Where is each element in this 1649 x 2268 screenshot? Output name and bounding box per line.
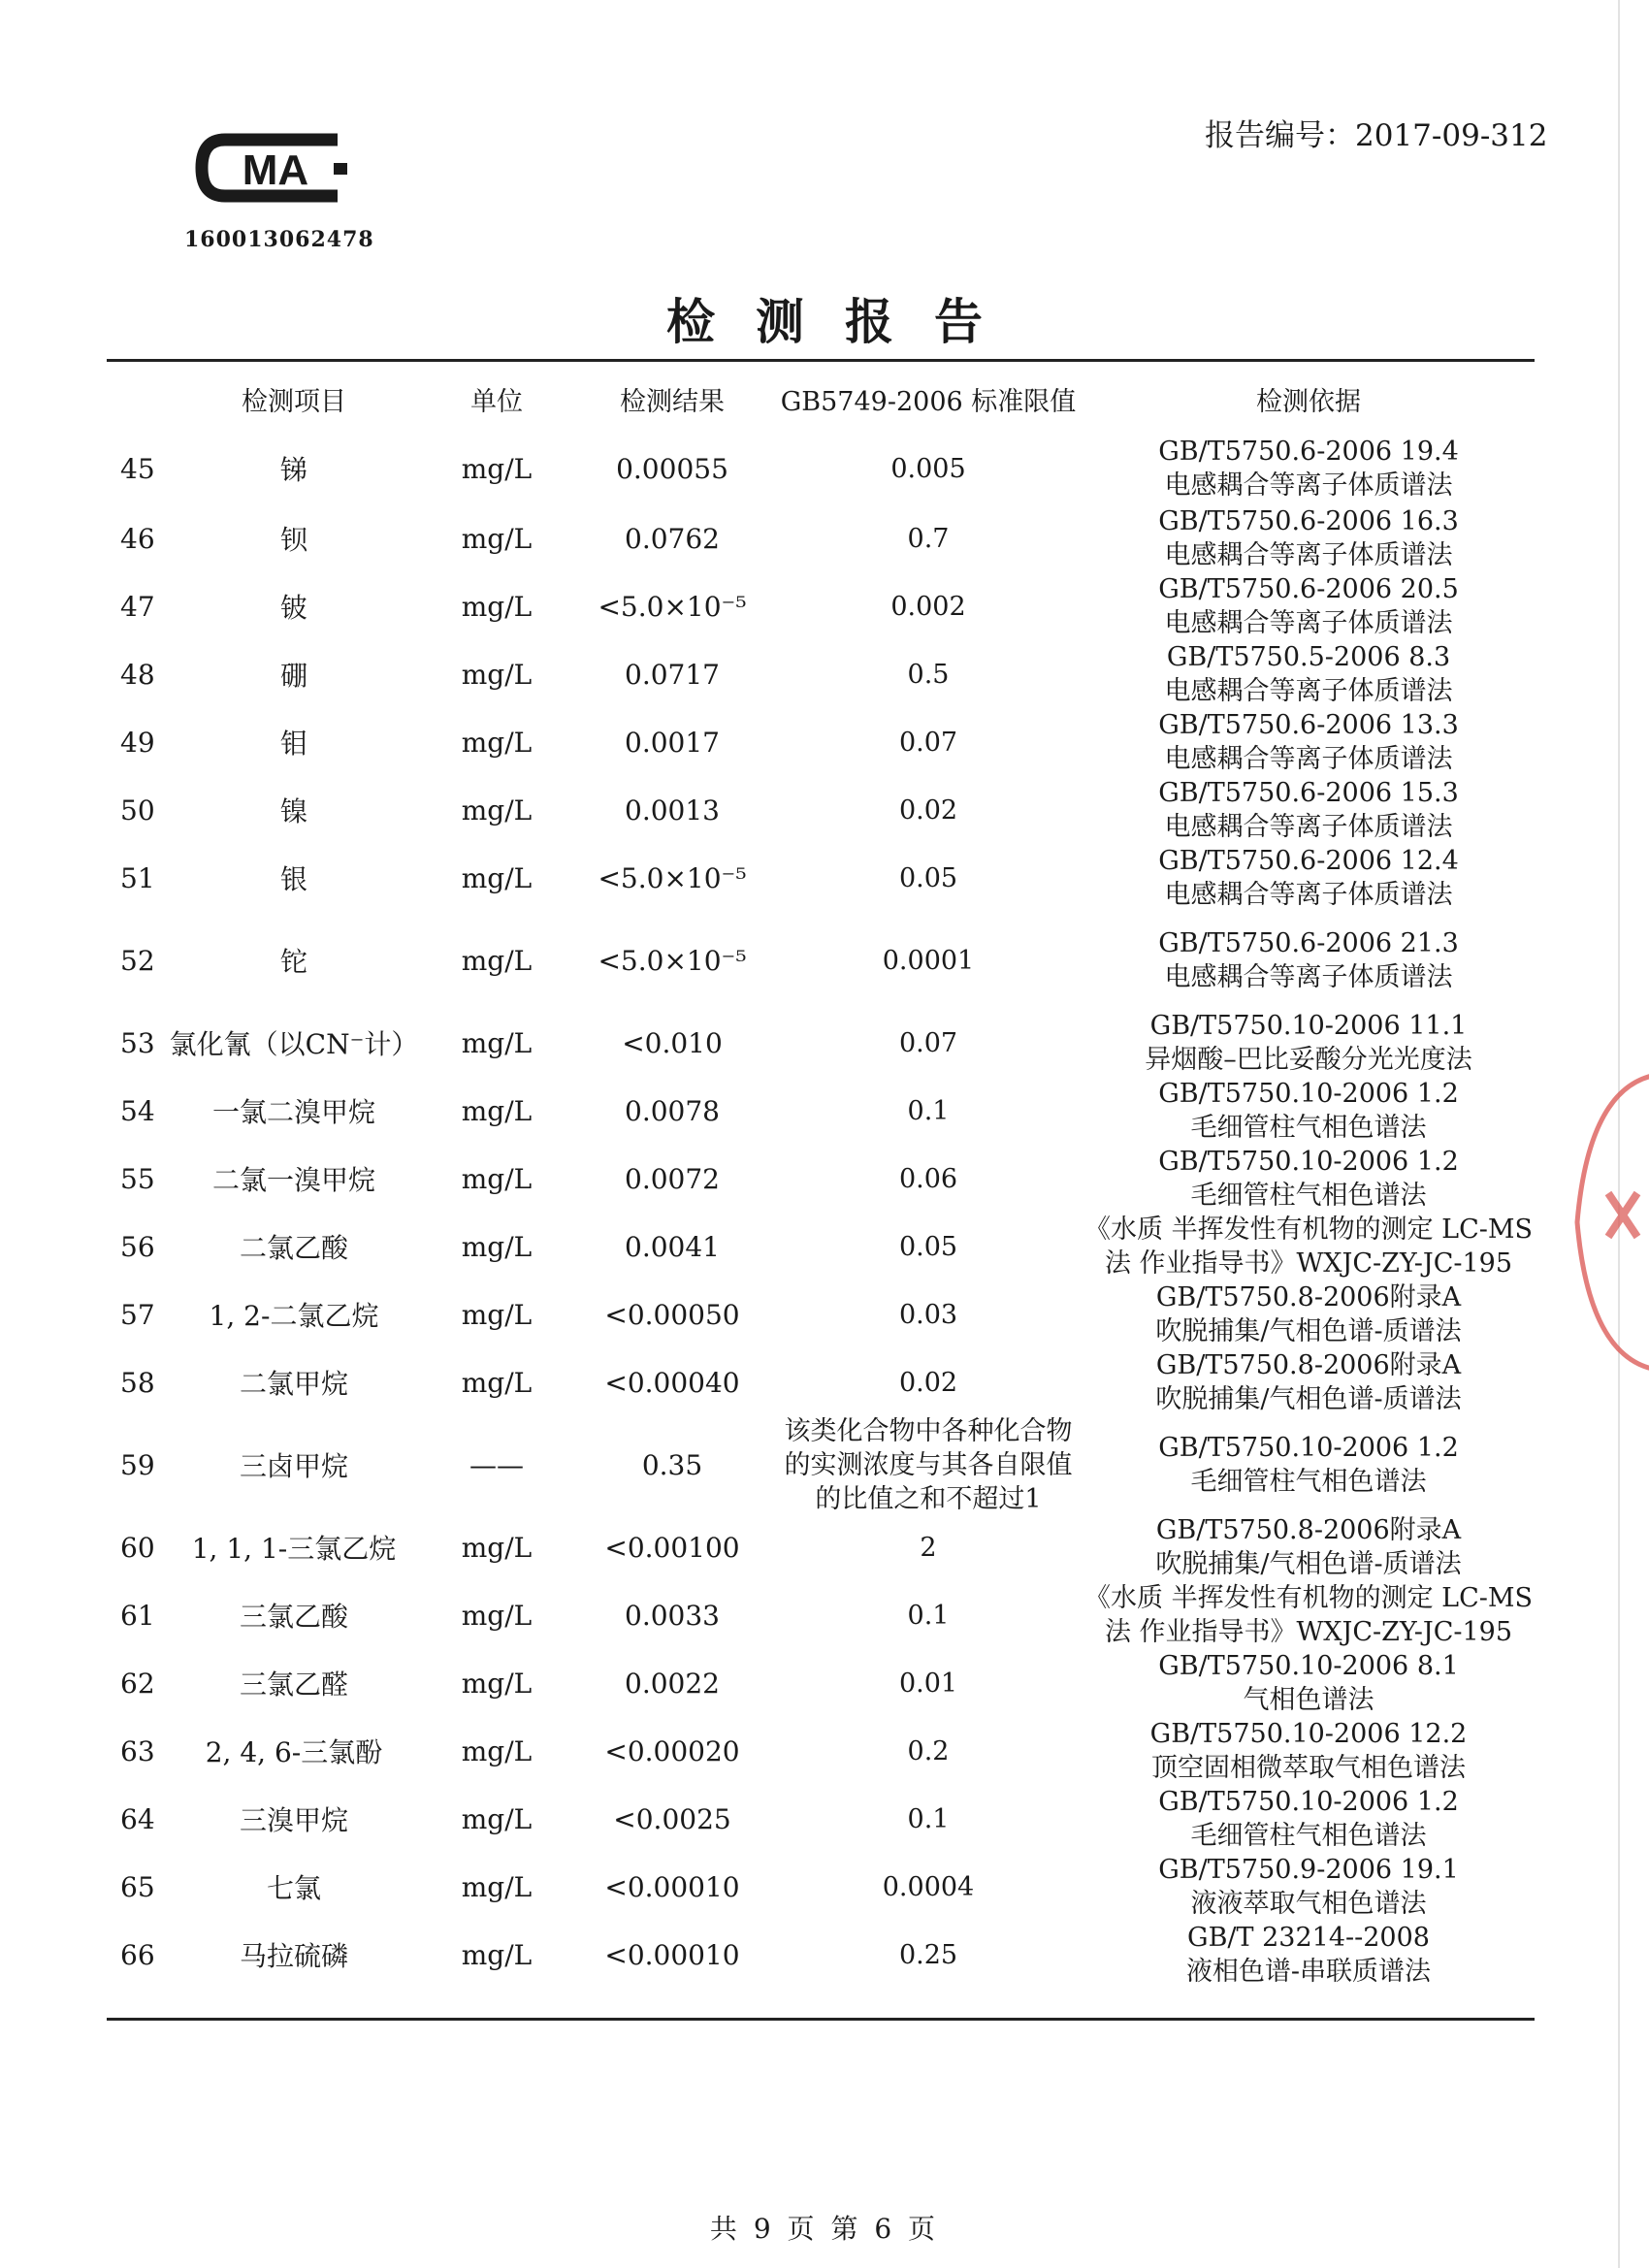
row-item: 二氯乙酸 xyxy=(239,1232,348,1264)
row-limit xyxy=(774,1416,1083,1513)
row-limit xyxy=(774,776,1083,844)
row-unit: mg/L xyxy=(461,861,533,894)
row-basis-line: 吹脱捕集/气相色谱-质谱法 xyxy=(1155,1549,1462,1579)
row-number: 46 xyxy=(120,522,155,555)
row-limit xyxy=(774,912,1083,1009)
row-basis xyxy=(1083,844,1535,912)
row-limit xyxy=(774,640,1083,708)
row-number: 65 xyxy=(120,1870,155,1903)
row-basis-line: GB/T5750.9-2006 19.1 xyxy=(1158,1855,1459,1885)
row-basis xyxy=(1083,1717,1535,1785)
row-unit: mg/L xyxy=(461,944,533,977)
row-number: 57 xyxy=(120,1298,155,1331)
column-header-result: 检测结果 xyxy=(620,387,725,417)
row-number: 64 xyxy=(120,1802,155,1835)
table-row xyxy=(0,776,1649,844)
row-number: 49 xyxy=(120,726,155,759)
row-basis-line: 电感耦合等离子体质谱法 xyxy=(1164,880,1453,910)
row-basis-line: GB/T5750.10-2006 1.2 xyxy=(1158,1079,1459,1109)
row-limit-line: 0.07 xyxy=(898,1027,958,1058)
row-number: 54 xyxy=(120,1094,155,1127)
row-limit xyxy=(774,1717,1083,1785)
cert-number: 160013062478 xyxy=(184,227,374,252)
row-limit-line: 0.01 xyxy=(898,1668,958,1699)
row-basis-line: 毛细管柱气相色谱法 xyxy=(1190,1467,1427,1497)
table-row xyxy=(0,1416,1649,1513)
row-result: <0.00040 xyxy=(604,1366,740,1399)
row-unit: mg/L xyxy=(461,1162,533,1195)
row-basis-line: GB/T5750.10-2006 1.2 xyxy=(1158,1147,1459,1177)
row-basis-line: GB/T5750.10-2006 11.1 xyxy=(1149,1011,1468,1041)
row-result: <5.0×10⁻⁵ xyxy=(598,861,747,894)
row-number: 51 xyxy=(120,861,155,894)
row-result: 0.0041 xyxy=(625,1230,720,1263)
row-basis-line: 电感耦合等离子体质谱法 xyxy=(1164,470,1453,501)
row-basis-line: 电感耦合等离子体质谱法 xyxy=(1164,812,1453,842)
row-result: 0.00055 xyxy=(616,452,728,485)
row-limit xyxy=(774,1348,1083,1416)
row-limit xyxy=(774,708,1083,776)
row-limit-line: 0.02 xyxy=(898,794,958,826)
cma-logo xyxy=(192,126,353,210)
row-limit-line: 0.002 xyxy=(890,591,966,622)
row-basis xyxy=(1083,1649,1535,1717)
row-result: 0.0017 xyxy=(625,726,720,759)
row-basis xyxy=(1083,1416,1535,1513)
row-basis-line: GB/T5750.6-2006 13.3 xyxy=(1158,710,1459,740)
table-row xyxy=(0,1009,1649,1077)
row-limit-line: 0.7 xyxy=(907,523,950,554)
row-basis-line: 气相色谱法 xyxy=(1243,1685,1374,1715)
row-number: 45 xyxy=(120,452,155,485)
row-limit xyxy=(774,1649,1083,1717)
row-item: 1, 1, 1-三氯乙烷 xyxy=(191,1533,397,1565)
row-unit: mg/L xyxy=(461,1531,533,1564)
row-item: 三氯乙酸 xyxy=(239,1601,348,1633)
row-basis-line: GB/T5750.6-2006 20.5 xyxy=(1158,574,1459,604)
table-row xyxy=(0,1921,1649,1989)
row-limit-line: 的实测浓度与其各自限值 xyxy=(784,1449,1073,1480)
row-limit-line: 2 xyxy=(920,1532,937,1563)
row-unit: mg/L xyxy=(461,1026,533,1059)
row-basis-line: GB/T5750.10-2006 12.2 xyxy=(1149,1719,1468,1749)
row-unit: mg/L xyxy=(461,1734,533,1767)
row-unit: mg/L xyxy=(461,1298,533,1331)
row-number: 52 xyxy=(120,944,155,977)
row-limit-line: 的比值之和不超过1 xyxy=(815,1483,1042,1514)
row-basis-line: 电感耦合等离子体质谱法 xyxy=(1164,744,1453,774)
row-limit-line: 0.1 xyxy=(907,1095,950,1126)
row-unit: mg/L xyxy=(461,1230,533,1263)
row-basis-line: GB/T5750.6-2006 19.4 xyxy=(1158,437,1459,467)
row-limit-line: 0.1 xyxy=(907,1803,950,1834)
column-header-basis: 检测依据 xyxy=(1256,387,1361,417)
row-basis-line: GB/T5750.6-2006 16.3 xyxy=(1158,506,1459,536)
row-unit: mg/L xyxy=(461,658,533,691)
row-basis-line: 吹脱捕集/气相色谱-质谱法 xyxy=(1155,1316,1462,1346)
row-result: 0.35 xyxy=(641,1448,703,1481)
row-basis-line: 《水质 半挥发性有机物的测定 LC-MS xyxy=(1083,1583,1534,1613)
row-limit xyxy=(774,1581,1083,1649)
table-row xyxy=(0,504,1649,572)
row-number: 56 xyxy=(120,1230,155,1263)
row-limit-line: 0.5 xyxy=(907,659,950,690)
row-item: 二氯甲烷 xyxy=(239,1368,348,1400)
row-basis xyxy=(1083,776,1535,844)
row-unit: mg/L xyxy=(461,1870,533,1903)
table-row xyxy=(0,1213,1649,1280)
row-result: <5.0×10⁻⁵ xyxy=(598,944,747,977)
table-row xyxy=(0,1649,1649,1717)
row-basis-line: GB/T5750.5-2006 8.3 xyxy=(1166,642,1451,672)
row-basis xyxy=(1083,708,1535,776)
row-basis-line: GB/T 23214--2008 xyxy=(1187,1923,1430,1953)
row-number: 63 xyxy=(120,1734,155,1767)
table-row xyxy=(0,1853,1649,1921)
row-basis-line: 异烟酸–巴比妥酸分光光度法 xyxy=(1145,1045,1472,1075)
row-limit-line: 0.07 xyxy=(898,727,958,758)
row-result: 0.0013 xyxy=(625,794,720,826)
row-basis-line: 毛细管柱气相色谱法 xyxy=(1190,1113,1427,1143)
row-basis-line: 《水质 半挥发性有机物的测定 LC-MS xyxy=(1083,1215,1534,1245)
svg-text:MA: MA xyxy=(242,146,309,194)
row-basis xyxy=(1083,1513,1535,1581)
row-basis-line: GB/T5750.8-2006附录A xyxy=(1155,1350,1462,1380)
table-top-rule xyxy=(107,359,1535,362)
row-limit xyxy=(774,1853,1083,1921)
row-limit xyxy=(774,435,1083,502)
row-limit xyxy=(774,1280,1083,1348)
table-row xyxy=(0,640,1649,708)
row-number: 61 xyxy=(120,1599,155,1632)
row-basis-line: GB/T5750.10-2006 1.2 xyxy=(1158,1433,1459,1463)
row-basis-line: 法 作业指导书》WXJC-ZY-JC-195 xyxy=(1104,1617,1513,1647)
row-basis-line: 毛细管柱气相色谱法 xyxy=(1190,1181,1427,1211)
row-limit xyxy=(774,1785,1083,1853)
row-item: 银 xyxy=(279,863,307,895)
table-row xyxy=(0,912,1649,1009)
row-number: 55 xyxy=(120,1162,155,1195)
row-unit: mg/L xyxy=(461,794,533,826)
row-number: 53 xyxy=(120,1026,155,1059)
row-basis-line: 毛细管柱气相色谱法 xyxy=(1190,1821,1427,1851)
table-bottom-rule xyxy=(107,2018,1535,2021)
row-number: 58 xyxy=(120,1366,155,1399)
row-unit: mg/L xyxy=(461,726,533,759)
table-row xyxy=(0,435,1649,502)
row-basis xyxy=(1083,504,1535,572)
row-basis xyxy=(1083,435,1535,502)
row-limit-line: 0.02 xyxy=(898,1367,958,1398)
row-number: 50 xyxy=(120,794,155,826)
row-basis-line: 电感耦合等离子体质谱法 xyxy=(1164,676,1453,706)
row-basis-line: 电感耦合等离子体质谱法 xyxy=(1164,962,1453,992)
row-number: 47 xyxy=(120,590,155,623)
row-basis-line: 电感耦合等离子体质谱法 xyxy=(1164,608,1453,638)
row-basis-line: 吹脱捕集/气相色谱-质谱法 xyxy=(1155,1384,1462,1414)
row-basis xyxy=(1083,1280,1535,1348)
row-result: <0.00020 xyxy=(604,1734,740,1767)
row-basis xyxy=(1083,1145,1535,1213)
row-limit xyxy=(774,1009,1083,1077)
row-item: 铍 xyxy=(279,592,307,624)
row-number: 48 xyxy=(120,658,155,691)
row-limit xyxy=(774,1921,1083,1989)
row-item: 七氯 xyxy=(266,1872,321,1904)
row-unit: mg/L xyxy=(461,1938,533,1971)
row-limit xyxy=(774,844,1083,912)
row-item: 马拉硫磷 xyxy=(239,1940,348,1972)
row-item: 钡 xyxy=(279,524,307,556)
row-limit xyxy=(774,504,1083,572)
row-basis xyxy=(1083,1921,1535,1989)
row-basis xyxy=(1083,1853,1535,1921)
row-basis xyxy=(1083,1009,1535,1077)
row-basis-line: GB/T5750.10-2006 1.2 xyxy=(1158,1787,1459,1817)
row-item: 一氯二溴甲烷 xyxy=(211,1096,375,1128)
row-basis xyxy=(1083,1581,1535,1649)
row-item: 三卤甲烷 xyxy=(239,1450,348,1482)
table-row xyxy=(0,1348,1649,1416)
red-seal-stamp xyxy=(1569,1067,1649,1377)
row-limit-line: 0.05 xyxy=(898,1231,958,1262)
row-result: <0.00010 xyxy=(604,1870,740,1903)
row-basis xyxy=(1083,572,1535,640)
row-result: <5.0×10⁻⁵ xyxy=(598,590,747,623)
row-basis-line: GB/T5750.8-2006附录A xyxy=(1155,1282,1462,1312)
row-item: 钼 xyxy=(279,728,307,760)
report-number: 报告编号：2017-09-312 xyxy=(1205,118,1548,153)
row-basis-line: 电感耦合等离子体质谱法 xyxy=(1164,540,1453,570)
row-number: 62 xyxy=(120,1667,155,1700)
row-basis-line: 法 作业指导书》WXJC-ZY-JC-195 xyxy=(1104,1248,1513,1279)
row-limit-line: 0.005 xyxy=(890,453,966,484)
row-item: 三溴甲烷 xyxy=(239,1804,348,1836)
table-row xyxy=(0,572,1649,640)
row-result: 0.0022 xyxy=(625,1667,720,1700)
table-row xyxy=(0,1145,1649,1213)
column-header-unit: 单位 xyxy=(470,387,523,417)
table-row xyxy=(0,1280,1649,1348)
table-row xyxy=(0,1785,1649,1853)
table-row xyxy=(0,1717,1649,1785)
row-unit: mg/L xyxy=(461,452,533,485)
row-number: 60 xyxy=(120,1531,155,1564)
row-unit: mg/L xyxy=(461,1366,533,1399)
row-result: <0.010 xyxy=(622,1026,723,1059)
page-title: 检测报告 xyxy=(666,293,1023,350)
row-basis-line: 液液萃取气相色谱法 xyxy=(1190,1889,1427,1919)
row-basis-line: GB/T5750.8-2006附录A xyxy=(1155,1515,1462,1545)
column-header-limit: GB5749-2006 标准限值 xyxy=(780,387,1077,417)
row-result: 0.0033 xyxy=(625,1599,720,1632)
row-limit-line: 0.05 xyxy=(898,862,958,893)
row-unit: mg/L xyxy=(461,1802,533,1835)
table-row xyxy=(0,844,1649,912)
row-item: 三氯乙醛 xyxy=(239,1669,348,1701)
row-limit-line: 0.0001 xyxy=(882,945,975,976)
table-row xyxy=(0,1581,1649,1649)
row-basis xyxy=(1083,1348,1535,1416)
row-basis-line: GB/T5750.10-2006 8.1 xyxy=(1158,1651,1459,1681)
row-limit xyxy=(774,1145,1083,1213)
row-basis xyxy=(1083,912,1535,1009)
row-number: 66 xyxy=(120,1938,155,1971)
row-item: 2, 4, 6-三氯酚 xyxy=(205,1736,383,1768)
row-basis-line: 液相色谱-串联质谱法 xyxy=(1185,1957,1432,1987)
row-limit xyxy=(774,1213,1083,1280)
row-result: 0.0762 xyxy=(625,522,720,555)
row-item: 硼 xyxy=(279,660,307,692)
row-limit-line: 0.03 xyxy=(898,1299,958,1330)
row-basis xyxy=(1083,1213,1535,1280)
row-result: 0.0717 xyxy=(625,658,720,691)
column-header-item: 检测项目 xyxy=(242,387,346,417)
row-unit: —— xyxy=(469,1448,524,1481)
row-limit xyxy=(774,1513,1083,1581)
row-limit xyxy=(774,1077,1083,1145)
row-limit-line: 0.0004 xyxy=(882,1871,975,1902)
row-basis xyxy=(1083,1785,1535,1853)
row-number: 59 xyxy=(120,1448,155,1481)
row-basis-line: 顶空固相微萃取气相色谱法 xyxy=(1151,1753,1466,1783)
row-item: 铊 xyxy=(279,946,307,978)
page-footer: 共 9 页 第 6 页 xyxy=(709,2213,940,2245)
row-basis-line: GB/T5750.6-2006 21.3 xyxy=(1158,928,1459,958)
table-row xyxy=(0,1513,1649,1581)
row-unit: mg/L xyxy=(461,522,533,555)
row-limit-line: 该类化合物中各种化合物 xyxy=(784,1415,1073,1446)
row-basis-line: GB/T5750.6-2006 12.4 xyxy=(1158,846,1459,876)
row-limit-line: 0.25 xyxy=(898,1939,958,1970)
row-unit: mg/L xyxy=(461,590,533,623)
row-item: 氯化氰（以CN⁻计） xyxy=(169,1028,419,1060)
table-row xyxy=(0,1077,1649,1145)
row-limit-line: 0.1 xyxy=(907,1600,950,1631)
row-result: <0.0025 xyxy=(613,1802,731,1835)
row-basis xyxy=(1083,640,1535,708)
row-result: 0.0072 xyxy=(625,1162,720,1195)
row-result: 0.0078 xyxy=(625,1094,720,1127)
row-limit-line: 0.06 xyxy=(898,1163,958,1194)
row-item: 二氯一溴甲烷 xyxy=(211,1164,375,1196)
row-unit: mg/L xyxy=(461,1599,533,1632)
row-limit xyxy=(774,572,1083,640)
table-row xyxy=(0,708,1649,776)
row-result: <0.00100 xyxy=(604,1531,740,1564)
row-unit: mg/L xyxy=(461,1667,533,1700)
row-item: 锑 xyxy=(279,454,307,486)
row-item: 镍 xyxy=(279,795,307,827)
row-limit-line: 0.2 xyxy=(907,1735,950,1766)
row-result: <0.00010 xyxy=(604,1938,740,1971)
row-item: 1, 2-二氯乙烷 xyxy=(209,1300,379,1332)
row-result: <0.00050 xyxy=(604,1298,740,1331)
row-basis xyxy=(1083,1077,1535,1145)
row-basis-line: GB/T5750.6-2006 15.3 xyxy=(1158,778,1459,808)
row-unit: mg/L xyxy=(461,1094,533,1127)
